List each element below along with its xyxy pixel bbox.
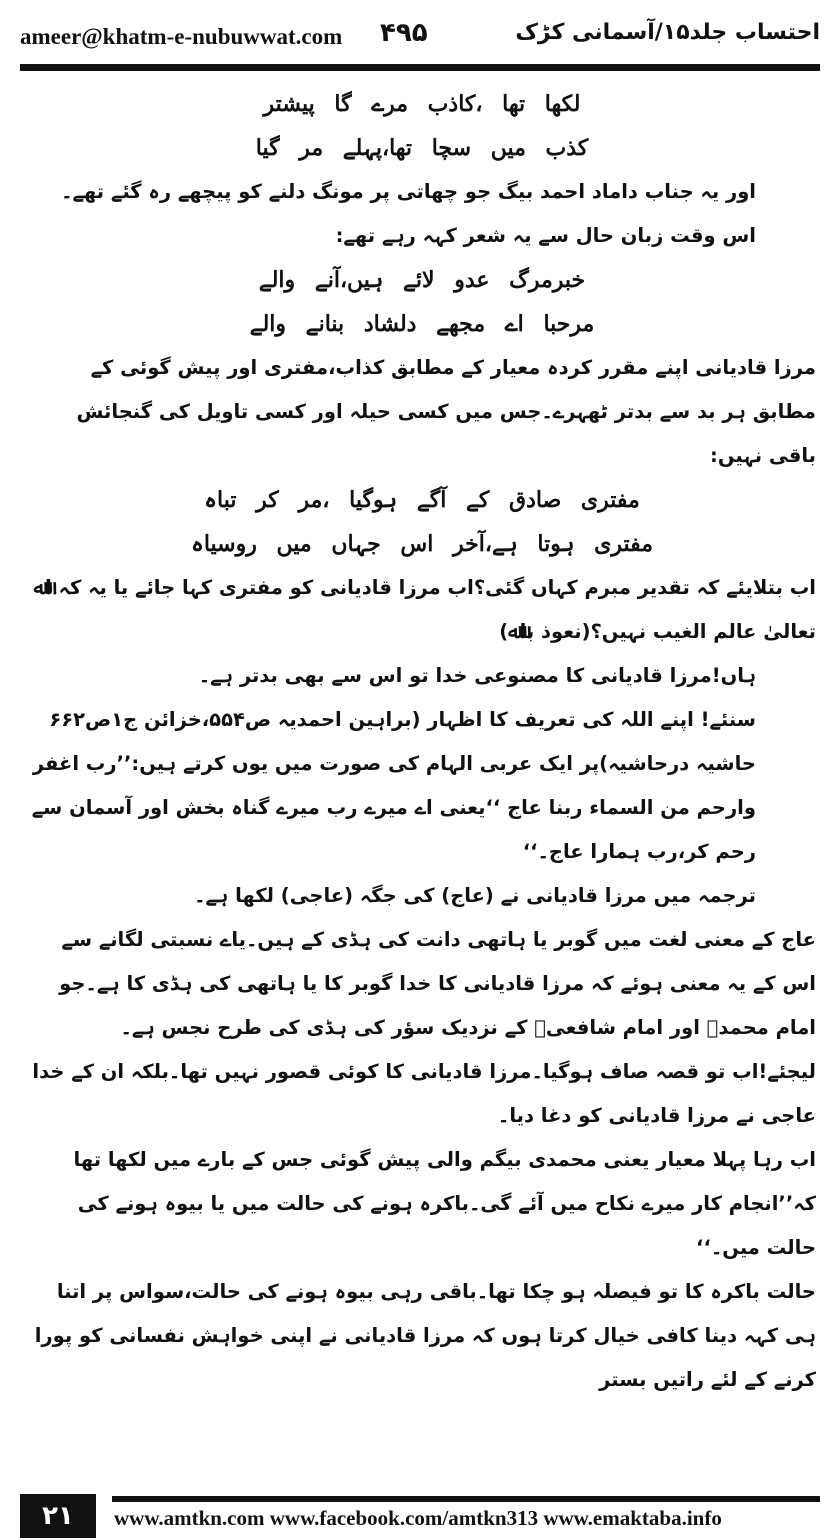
verse-line: خبرمرگ عدو لائے ہیں،آنے والے (258, 267, 586, 293)
verse-line: کذب میں سچا تھا،پہلے مر گیا (255, 135, 589, 161)
paragraph: ہاں!مرزا قادیانی کا مصنوعی خدا تو اس سے بھی بدتر ہے۔ (198, 664, 756, 687)
paragraph: لیجئے!اب تو قصہ صاف ہوگیا۔مرزا قادیانی کا کوئی قصور نہیں تھا۔بلکہ ان کے خدا عاجی نے مرزا قادیانی کو دغا دیا۔ (32, 1060, 816, 1127)
paragraph: عاج کے معنی لغت میں گوبر یا ہاتھی دانت کی ہڈی کے ہیں۔یاے نسبتی لگانے سے اس کے یہ معنی ہوئے کہ مرزا قادیانی کا خدا گوبر کا یا ہاتھی کی ہڈی کا ہے۔جو امام محمدؒ اور امام شافعیؒ کے نزدیک سؤر کی ہڈی کی طرح نجس ہے۔ (59, 928, 816, 1039)
footer-rule (112, 1496, 820, 1502)
verse-line: مفتری صادق کے آگے ہوگیا ،مر کر تباہ (204, 487, 640, 513)
paragraph: اور یہ جناب داماد احمد بیگ جو چھاتی پر مونگ دلنے کو پیچھے رہ گئے تھے۔اس وقت زبان حال سے یہ شعر کہہ رہے تھے: (61, 180, 756, 247)
paragraph: حالت باکرہ کا تو فیصلہ ہو چکا تھا۔باقی رہی بیوہ ہونے کی حالت،سواس پر اتنا ہی کہہ دینا کافی خیال کرتا ہوں کہ مرزا قادیانی نے اپنی خواہش نفسانی کو پورا کرنے کے لئے راتیں بستر (34, 1280, 816, 1391)
verse-line: لکھا تھا ،کاذب مرے گا پیشتر (263, 91, 581, 117)
header-email: ameer@khatm-e-nubuwwat.com (20, 24, 343, 49)
header-rule (20, 64, 820, 71)
header-book-title: احتساب جلد۱۵/آسمانی کڑک (515, 20, 820, 45)
page-footer (0, 1488, 840, 1540)
header-page-number: ۴۹۵ (380, 18, 428, 48)
paragraph: ترجمہ میں مرزا قادیانی نے (عاج) کی جگہ (عاجی) لکھا ہے۔ (194, 884, 756, 907)
verse-line: مفتری ہوتا ہے،آخر اس جہاں میں روسیاہ (190, 531, 654, 557)
footer-links: www.amtkn.com www.facebook.com/amtkn313 www.emaktaba.info (114, 1506, 722, 1530)
paragraph: مرزا قادیانی اپنے مقرر کردہ معیار کے مطابق کذاب،مفتری اور پیش گوئی کے مطابق ہر بد سے بدتر ٹھہرے۔جس میں کسی حیلہ اور کسی تاویل کی گنجائش باقی نہیں: (76, 356, 816, 467)
page-body (28, 82, 816, 1486)
paragraph: اب رہا پہلا معیار یعنی محمدی بیگم والی پیش گوئی جس کے بارے میں لکھا تھا کہ’’انجام کار میرے نکاح میں آئے گی۔باکرہ ہونے کی حالت میں یا بیوہ ہونے کی حالت میں۔‘‘ (73, 1148, 816, 1259)
paragraph: اب بتلایئے کہ تقدیر مبرم کہاں گئی؟اب مرزا قادیانی کو مفتری کہا جائے یا یہ کہ اﷲ تعالیٰ عالم الغیب نہیں؟(نعوذ باﷲ) (33, 576, 816, 643)
footer-page-number: ۲۱ (20, 1494, 96, 1538)
paragraph: سنئے! اپنے اللہ کی تعریف کا اظہار (براہین احمدیہ ص۵۵۴،خزائن ج۱ص۶۶۲ حاشیہ درحاشیہ)پر ایک عربی الہام کی صورت میں یوں کرتے ہیں:’’رب اغفر وارحم من السماء ربنا عاج ‘‘یعنی اے میرے رب میرے گناہ بخش اور آسمان سے رحم کر،رب ہمارا عاج۔‘‘ (31, 708, 756, 863)
page-header (0, 0, 840, 70)
verse-line: مرحبا اے مجھے دلشاد بنانے والے (249, 311, 595, 337)
